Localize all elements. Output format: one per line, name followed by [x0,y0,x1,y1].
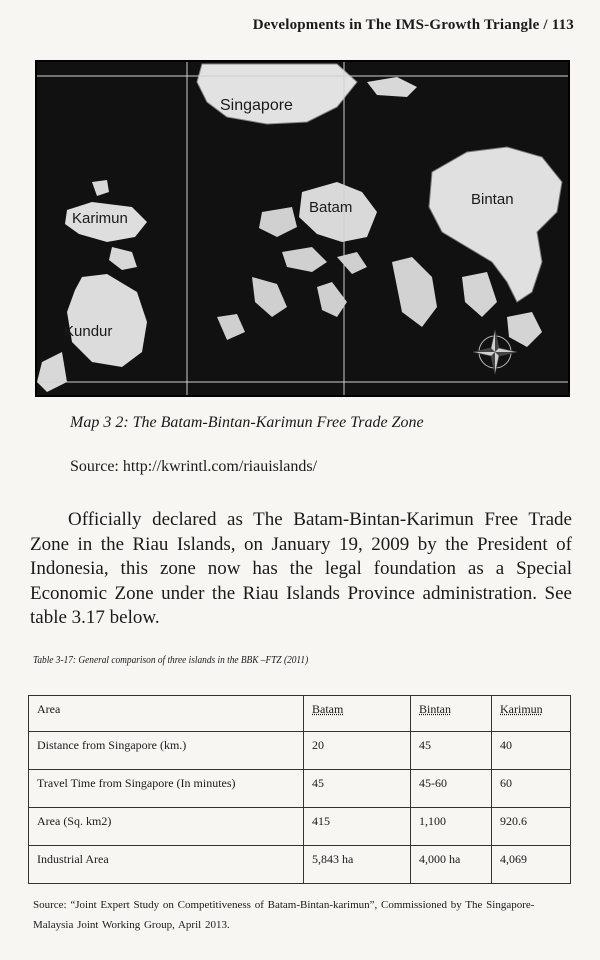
label-kundur: Kundur [64,323,113,340]
cell-karimun: 920.6 [492,808,571,846]
cell-bintan: 1,100 [411,808,492,846]
label-singapore: Singapore [220,97,293,114]
cell-batam: 5,843 ha [304,846,411,884]
table-source-line-1: Source: “Joint Expert Study on Competitiveness of Batam-Bintan-karimun”, Commissioned by The Singapore- [33,899,535,911]
label-bintan: Bintan [471,191,514,208]
table-source [33,895,573,935]
cell-batam: 415 [304,808,411,846]
row-label: Area (Sq. km2) [29,808,304,846]
header-karimun: Karimun [492,696,571,732]
table-title: Table 3-17: General comparison of three islands in the BBK –FTZ (2011) [33,654,309,666]
running-head: Developments in The IMS-Growth Triangle / 113 [252,17,574,33]
cell-karimun: 40 [492,732,571,770]
table-source-line-2: Malaysia Joint Working Group, April 2013. [33,919,230,931]
row-label: Industrial Area [29,846,304,884]
table-header-row [29,696,571,732]
table-row [29,732,571,770]
cell-karimun: 60 [492,770,571,808]
map-source: Source: http://kwrintl.com/riauislands/ [70,458,318,475]
label-karimun: Karimun [72,210,128,227]
table-row [29,808,571,846]
cell-karimun: 4,069 [492,846,571,884]
cell-bintan: 4,000 ha [411,846,492,884]
cell-batam: 20 [304,732,411,770]
table-row [29,846,571,884]
row-label: Distance from Singapore (km.) [29,732,304,770]
map-illustration [37,62,568,395]
cell-bintan: 45-60 [411,770,492,808]
header-batam: Batam [304,696,411,732]
label-batam: Batam [309,199,353,216]
map [35,60,570,397]
comparison-table [28,695,571,884]
header-area: Area [29,696,304,732]
header-bintan: Bintan [411,696,492,732]
cell-batam: 45 [304,770,411,808]
cell-bintan: 45 [411,732,492,770]
row-label: Travel Time from Singapore (In minutes) [29,770,304,808]
table-row [29,770,571,808]
map-caption: Map 3 2: The Batam-Bintan-Karimun Free Trade Zone [70,414,424,431]
body-paragraph: Officially declared as The Batam-Bintan-Karimun Free Trade Zone in the Riau Islands, on January 19, 2009 by the President of Indonesia, this zone now has the legal foundation as a Special Economic Zone under the Riau Islands Province administration. See table 3.17 below. [30,509,572,628]
